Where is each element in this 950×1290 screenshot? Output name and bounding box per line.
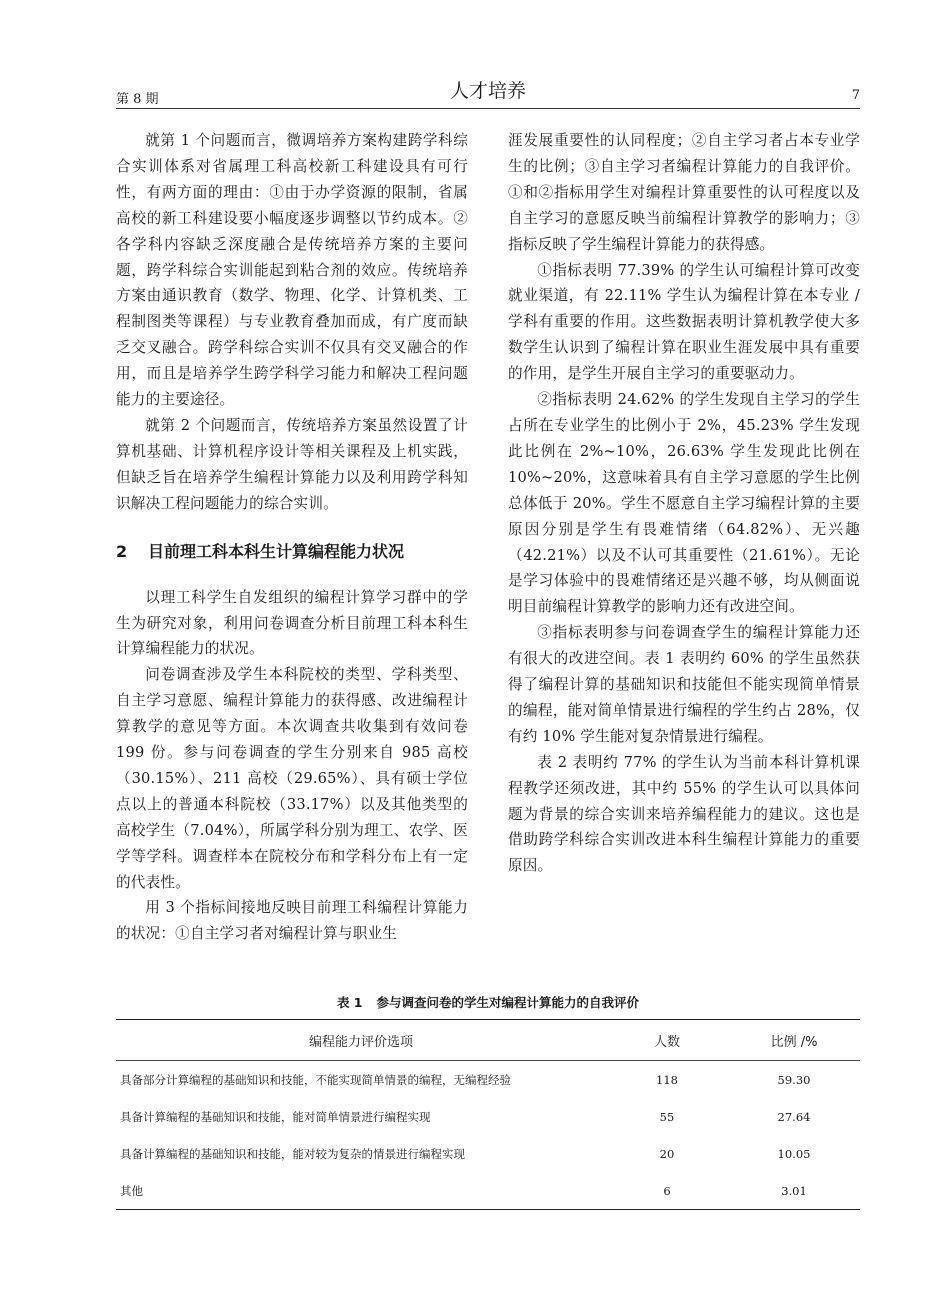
section-number: 2 bbox=[116, 541, 128, 561]
table-row bbox=[116, 1172, 860, 1210]
header-rule bbox=[116, 108, 860, 109]
paragraph: 用 3 个指标间接地反映目前理工科编程计算能力的状况：①自主学习者对编程计算与职业生 bbox=[116, 899, 468, 943]
column-header-count: 人数 bbox=[606, 1020, 728, 1061]
paragraph: 以理工科学生自发组织的编程计算学习群中的学生为研究对象，利用问卷调查分析目前理工科本科生计算编程能力的状况。 bbox=[116, 588, 468, 658]
section-heading-2 bbox=[116, 541, 468, 563]
self-evaluation-table bbox=[116, 1019, 860, 1210]
column-header-option: 编程能力评价选项 bbox=[116, 1020, 606, 1061]
table-cell: 具备计算编程的基础知识和技能，能对较为复杂的情景进行编程实现 bbox=[120, 1146, 465, 1161]
paragraph: 问卷调查涉及学生本科院校的类型、学科类型、自主学习意愿、编程计算能力的获得感、改进编程计算教学的意见等方面。本次调查共收集到有效问卷 199 份。参与问卷调查的学生分别来自 985 高校（30.15%）、211 高校（29.65%）、具有硕士学位点以上的普通本科院校（33.17%）以及其他类型的高校学生（7.04%），所属学科分别为理工、农学、医学等学科。调查样本在院校分布和学科分布上有一定的代表性。 bbox=[116, 666, 468, 891]
table-cell: 具备部分计算编程的基础知识和技能，不能实现简单情景的编程，无编程经验 bbox=[120, 1072, 511, 1087]
left-column bbox=[116, 128, 468, 947]
table-cell: 59.30 bbox=[777, 1072, 811, 1087]
paragraph: ①指标表明 77.39% 的学生认可编程计算可改变就业渠道，有 22.11% 学生认为编程计算在本专业 / 学科有重要的作用。这些数据表明计算机教学使大多数学生认识到了编程计算在职业生涯发展中具有重要的作用，是学生开展自主学习的重要驱动力。 bbox=[508, 261, 860, 383]
table-cell: 6 bbox=[606, 1172, 728, 1210]
running-header bbox=[116, 74, 860, 108]
paragraph: 表 2 表明约 77% 的学生认为当前本科计算机课程教学还须改进，其中约 55% 的学生认可以具体问题为背景的综合实训来培养编程能力的建议。这也是借助跨学科综合实训改进本科生编程计算能力的重要原因。 bbox=[508, 753, 860, 875]
table-row bbox=[116, 1098, 860, 1135]
right-column bbox=[508, 128, 860, 879]
paragraph: 就第 1 个问题而言，微调培养方案构建跨学科综合实训体系对省属理工科高校新工科建设具有可行性，有两方面的理由：①由于办学资源的限制，省属高校的新工科建设要小幅度逐步调整以节约成本。②各学科内容缺乏深度融合是传统培养方案的主要问题，跨学科综合实训能起到粘合剂的效应。传统培养方案由通识教育（数学、物理、化学、计算机类、工程制图类等课程）与专业教育叠加而成，有广度而缺乏交叉融合。跨学科综合实训不仅具有交叉融合的作用，而且是培养学生跨学科学习能力和解决工程问题能力的主要途径。 bbox=[116, 132, 468, 409]
table-cell: 其他 bbox=[116, 1172, 606, 1210]
table-cell: 55 bbox=[659, 1109, 675, 1124]
section-heading: 人才培养 bbox=[449, 80, 526, 102]
section-title: 目前理工科本科生计算编程能力状况 bbox=[148, 541, 405, 561]
column-header-ratio: 比例 /% bbox=[728, 1020, 860, 1061]
paragraph: 就第 2 个问题而言，传统培养方案虽然设置了计算机基础、计算机程序设计等相关课程及上机实践，但缺乏旨在培养学生编程计算能力以及利用跨学科知识解决工程问题能力的综合实训。 bbox=[116, 416, 468, 512]
table-cell: 118 bbox=[656, 1072, 678, 1087]
table-row bbox=[116, 1061, 860, 1099]
table-cell: 20 bbox=[659, 1146, 675, 1161]
table-cell: 10.05 bbox=[777, 1146, 811, 1161]
paragraph: ②指标表明 24.62% 的学生发现自主学习的学生占所在专业学生的比例小于 2%，45.23% 学生发现此比例在 2%~10%，26.63% 学生发现此比例在 10%~20%，这意味着具有自主学习意愿的学生比例总体低于 20%。学生不愿意自主学习编程计算的主要原因分别是学生有畏难情绪（64.82%）、无兴趣（42.21%）以及不认可其重要性（21.61%）。无论是学习体验中的畏难情绪还是兴趣不够，均从侧面说明目前编程计算教学的影响力还有改进空间。 bbox=[508, 391, 860, 616]
paragraph-continuation: 涯发展重要性的认同程度；②自主学习者占本专业学生的比例；③自主学习者编程计算能力的自我评价。①和②指标用学生对编程计算重要性的认可程度以及自主学习的意愿反映当前编程计算教学的影响力；③指标反映了学生编程计算能力的获得感。 bbox=[508, 132, 860, 253]
paragraph: ③指标表明参与问卷调查学生的编程计算能力还有很大的改进空间。表 1 表明约 60% 的学生虽然获得了编程计算的基础知识和技能但不能实现简单情景的编程，能对简单情景进行编程的学生约占 28%，仅有约 10% 学生能对复杂情景进行编程。 bbox=[508, 624, 860, 745]
table-caption bbox=[116, 993, 860, 1011]
table-cell: 27.64 bbox=[777, 1109, 811, 1124]
table-header-row bbox=[116, 1020, 860, 1061]
issue-label: 第 8 期 bbox=[116, 92, 159, 107]
table-label: 表 1 bbox=[336, 995, 363, 1010]
table-cell: 具备计算编程的基础知识和技能，能对简单情景进行编程实现 bbox=[120, 1109, 431, 1124]
table-title: 参与调查问卷的学生对编程计算能力的自我评价 bbox=[376, 995, 640, 1010]
table-row bbox=[116, 1135, 860, 1172]
table-cell: 3.01 bbox=[728, 1172, 860, 1210]
page-number: 7 bbox=[851, 88, 860, 103]
